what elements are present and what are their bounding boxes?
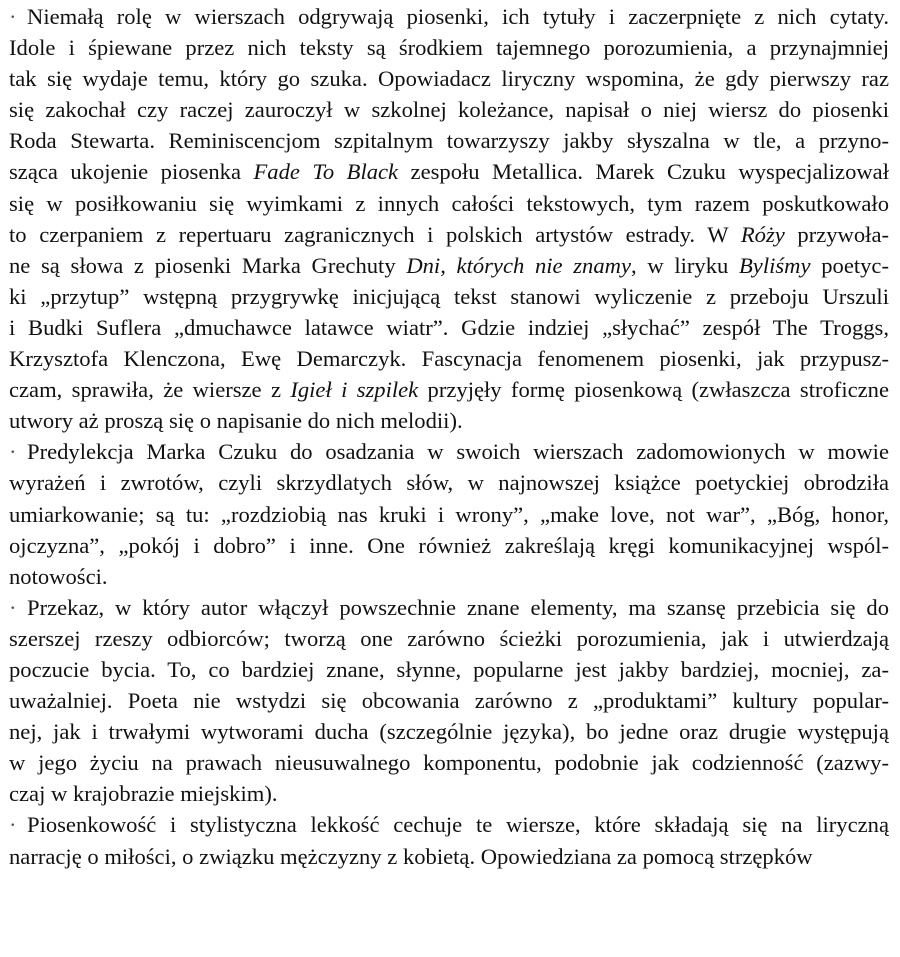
text-line: ojczyzna”, „pokój i dobro” i inne. One również zakreślają kręgi komunikacyjnej wspól- <box>9 532 889 558</box>
text-line: się w posiłkowaniu się wyimkami z innych całości tekstowych, tym razem poskutkowało <box>9 190 889 216</box>
paragraph <box>9 592 895 810</box>
text-line: narrację o miłości, o związku mężczyzny z kobietą. Opowiedziana za pomocą strzępków <box>9 843 813 869</box>
text-line: i Budki Suflera „dmuchawce latawce wiatr”. Gdzie indziej „słychać” zespół The Troggs, <box>9 314 889 340</box>
italic-title: Fade To Black <box>253 159 399 185</box>
text-line: umiarkowanie; są tu: „rozdziobią nas kruki i wrony”, „make love, not war”, „Bóg, honor, <box>9 501 889 527</box>
text-line: się zakochał czy raczej zauroczył w szkolnej koleżance, napisał o niej wiersz do piosenki <box>9 97 889 123</box>
paragraph <box>9 809 895 871</box>
document-page <box>9 0 895 872</box>
text-line: uważalniej. Poeta nie wstydzi się obcowania zarówno z „produktami” kultury popular- <box>9 688 889 714</box>
bullet-marker: · <box>9 4 17 29</box>
text-line: ki „przytup” wstępną przygrywkę inicjującą tekst stanowi wyliczenie z przeboju Urszuli <box>9 283 889 309</box>
paragraph <box>9 1 895 436</box>
text-line: · Niemałą rolę w wierszach odgrywają piosenki, ich tytuły i zaczerpnięte z nich cytaty. <box>9 1 889 32</box>
italic-title: Dni, których nie znamy <box>406 252 631 278</box>
text-line: Idole i śpiewane przez nich teksty są środkiem tajemnego porozumienia, a przynajmniej <box>9 35 889 61</box>
text-line: w jego życiu na prawach nieusuwalnego komponentu, podobnie jak codzienność (zazwy- <box>9 750 889 776</box>
text-line: czaj w krajobrazie miejskim). <box>9 781 278 807</box>
body-text <box>9 1 895 872</box>
text-line: szerszej rzeszy odbiorców; tworzą one zarówno ścieżki porozumienia, jak i utwierdzają <box>9 625 889 651</box>
text-line: · Predylekcja Marka Czuku do osadzania w swoich wierszach zadomowionych w mowie <box>9 436 889 467</box>
text-line: czam, sprawiła, że wiersze z Igieł i szpilek przyjęły formę piosenkową (zwłaszcza stroficzne <box>9 377 889 403</box>
text-line: tak się wydaje temu, który go szuka. Opowiadacz liryczny wspomina, że gdy pierwszy raz <box>9 66 889 92</box>
text-line: Roda Stewarta. Reminiscencjom szpitalnym towarzyszy jakby słyszalna w tle, a przyno- <box>9 128 889 154</box>
text-line: · Przekaz, w który autor włączył powszechnie znane elementy, ma szansę przebicia się do <box>9 592 889 623</box>
text-line: ne są słowa z piosenki Marka Grechuty Dni, których nie znamy, w liryku Byliśmy poetyc- <box>9 252 889 278</box>
text-line: · Piosenkowość i stylistyczna lekkość cechuje te wiersze, które składają się na liryczną <box>9 809 889 840</box>
text-line: wyrażeń i zwrotów, czyli skrzydlatych słów, w najnowszej książce poetyckiej obrodziła <box>9 470 889 496</box>
bullet-marker: · <box>9 594 17 620</box>
text-line: poczucie bycia. To, co bardziej znane, słynne, popularne jest jakby bardziej, mocniej, za- <box>9 656 889 682</box>
bullet-marker: · <box>9 812 17 838</box>
text-line: Krzysztofa Klenczona, Ewę Demarczyk. Fascynacja fenomenem piosenki, jak przypusz- <box>9 346 889 372</box>
text-line: nej, jak i trwałymi wytworami ducha (szczególnie języka), bo jedne oraz drugie występują <box>9 719 889 745</box>
italic-title: Byliśmy <box>739 252 811 278</box>
text-line: sząca ukojenie piosenka Fade To Black zespołu Metallica. Marek Czuku wyspecjalizował <box>9 159 889 185</box>
bullet-marker: · <box>9 439 17 465</box>
italic-title: Róży <box>740 221 785 247</box>
text-line: notowości. <box>9 563 108 589</box>
text-line: to czerpaniem z repertuaru zagranicznych i polskich artystów estrady. W Róży przywoła- <box>9 221 889 247</box>
paragraph <box>9 436 895 591</box>
italic-title: Igieł i szpilek <box>290 377 419 403</box>
text-line: utwory aż proszą się o napisanie do nich melodii). <box>9 408 463 434</box>
